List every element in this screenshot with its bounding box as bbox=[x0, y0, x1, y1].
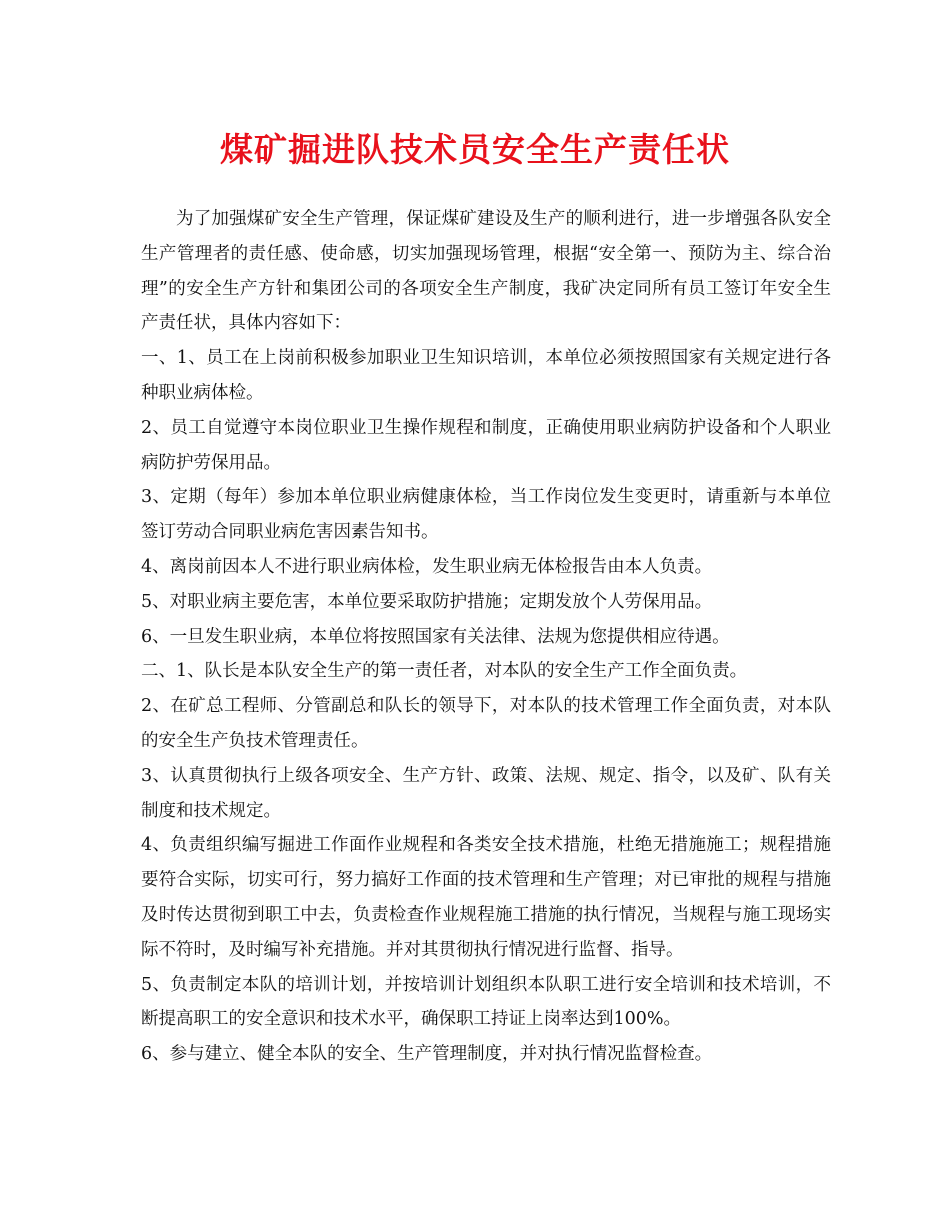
paragraph-intro: 为了加强煤矿安全生产管理，保证煤矿建设及生产的顺利进行，进一步增强各队安全生产管理者的责任感、使命感，切实加强现场管理，根据“安全第一、预防为主、综合治理”的安全生产方针和集团公司的各项安全生产制度，我矿决定同所有员工签订年安全生产责任状，具体内容如下： bbox=[141, 209, 831, 334]
paragraph-item: 一、1、员工在上岗前积极参加职业卫生知识培训，本单位必须按照国家有关规定进行各种职业病体检。 bbox=[141, 348, 831, 403]
paragraph-item: 2、在矿总工程师、分管副总和队长的领导下，对本队的技术管理工作全面负责，对本队的安全生产负技术管理责任。 bbox=[141, 696, 831, 751]
paragraph-item: 4、离岗前因本人不进行职业病体检，发生职业病无体检报告由本人负责。 bbox=[141, 556, 713, 577]
document-body bbox=[141, 202, 831, 1072]
paragraph-item: 3、认真贯彻执行上级各项安全、生产方针、政策、法规、规定、指令，以及矿、队有关制度和技术规定。 bbox=[141, 765, 831, 821]
paragraph-item: 6、一旦发生职业病，本单位将按照国家有关法律、法规为您提供相应待遇。 bbox=[141, 626, 730, 647]
paragraph-item: 5、对职业病主要危害，本单位要采取防护措施；定期发放个人劳保用品。 bbox=[141, 591, 713, 612]
paragraph-item: 4、负责组织编写掘进工作面作业规程和各类安全技术措施，杜绝无措施施工；规程措施要符合实际，切实可行，努力搞好工作面的技术管理和生产管理；对已审批的规程与措施及时传达贯彻到职工中去，负责检查作业规程施工措施的执行情况，当规程与施工现场实际不符时，及时编写补充措施。并对其贯彻执行情况进行监督、指导。 bbox=[141, 835, 831, 960]
paragraph-item: 5、负责制定本队的培训计划，并按培训计划组织本队职工进行安全培训和技术培训，不断提高职工的安全意识和技术水平，确保职工持证上岗率达到100%。 bbox=[141, 974, 831, 1030]
paragraph-item: 2、员工自觉遵守本岗位职业卫生操作规程和制度，正确使用职业病防护设备和个人职业病防护劳保用品。 bbox=[141, 417, 831, 473]
paragraph-item: 6、参与建立、健全本队的安全、生产管理制度，并对执行情况监督检查。 bbox=[141, 1044, 713, 1065]
paragraph-item: 3、定期（每年）参加本单位职业病健康体检，当工作岗位发生变更时，请重新与本单位签订劳动合同职业病危害因素告知书。 bbox=[141, 487, 831, 543]
paragraph-item: 二、1、队长是本队安全生产的第一责任者，对本队的安全生产工作全面负责。 bbox=[141, 661, 748, 682]
document-title: 煤矿掘进队技术员安全生产责任状 bbox=[220, 130, 730, 169]
